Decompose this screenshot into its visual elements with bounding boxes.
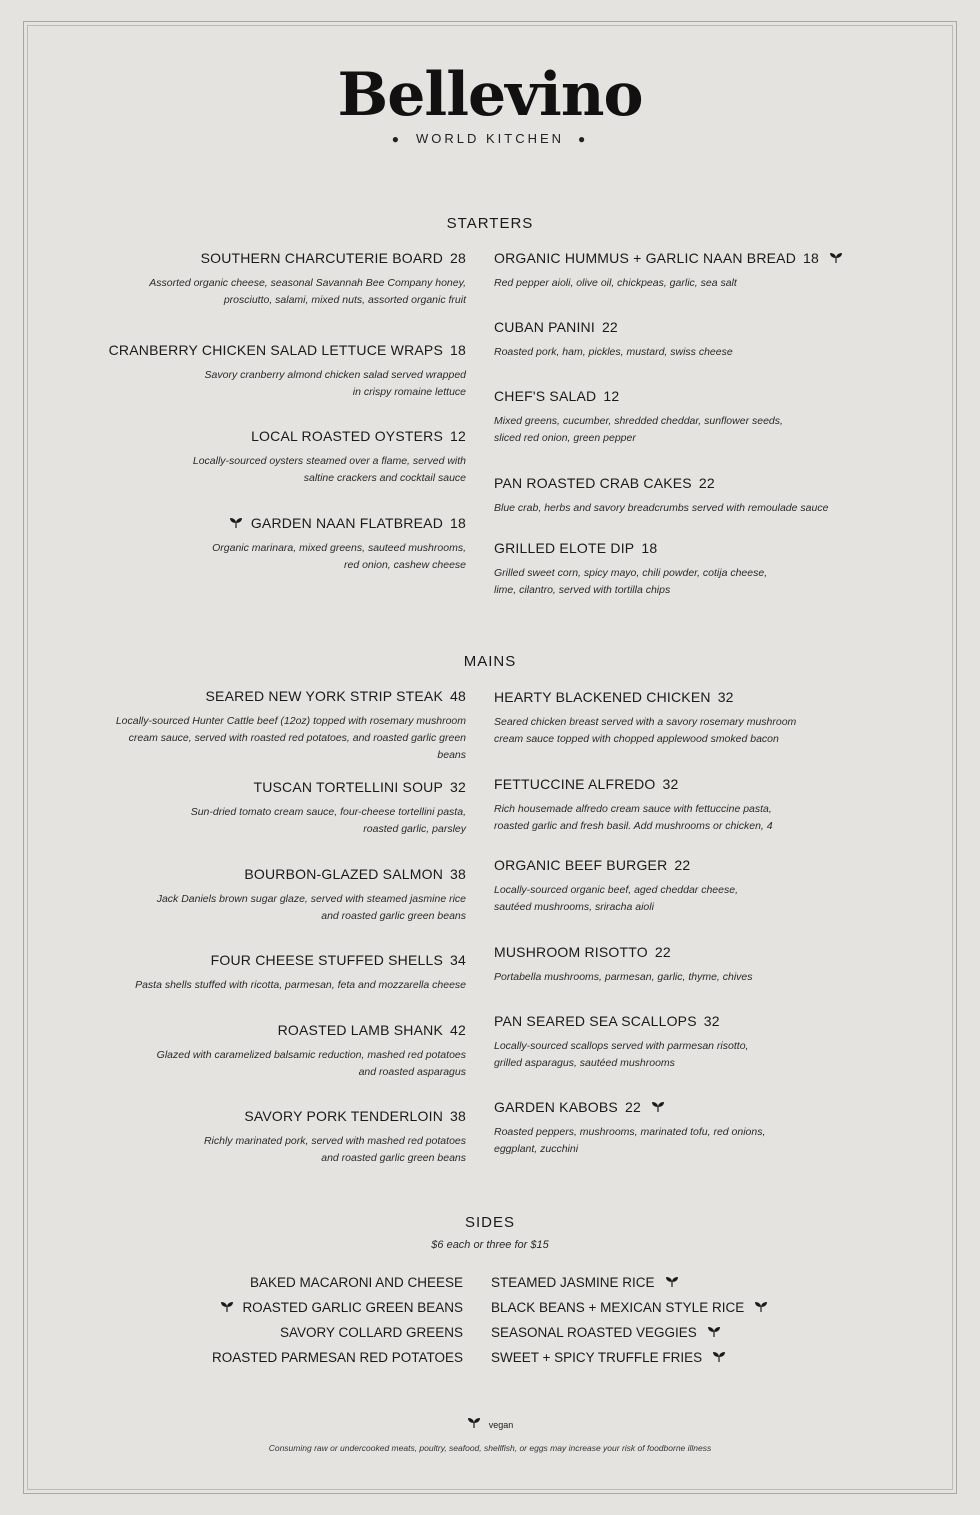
menu-item-name: MUSHROOM RISOTTO (494, 944, 648, 960)
vegan-leaf-icon (829, 250, 843, 262)
side-item (491, 1324, 721, 1342)
menu-item-name: SOUTHERN CHARCUTERIE BOARD (200, 250, 444, 266)
menu-item-name: CRANBERRY CHICKEN SALAD LETTUCE WRAPS (108, 342, 444, 358)
section-title-sides: SIDES (464, 1214, 515, 1231)
menu-item-title (106, 1021, 466, 1039)
menu-item-description-line: grilled asparagus, sautéed mushrooms (494, 1057, 675, 1069)
menu-item-name: HEARTY BLACKENED CHICKEN (494, 689, 711, 705)
menu-item-name: ORGANIC HUMMUS + GARLIC NAAN BREAD (494, 250, 797, 266)
menu-item-description (106, 891, 466, 925)
vegan-leaf-icon (707, 1325, 721, 1337)
menu-item-title (494, 1012, 854, 1030)
side-item-name: BAKED MACARONI AND CHEESE (249, 1275, 463, 1290)
menu-item-description-line: eggplant, zucchini (494, 1143, 579, 1155)
menu-item (106, 951, 466, 994)
menu-item-description-line: Roasted peppers, mushrooms, marinated tofu, red onions, (494, 1126, 766, 1138)
menu-item-price: 32 (717, 689, 734, 705)
menu-item-name: TUSCAN TORTELLINI SOUP (253, 779, 444, 795)
menu-item-description-line: Locally-sourced Hunter Cattle beef (12oz) topped with rosemary mushroom (115, 715, 466, 727)
menu-item-name: ORGANIC BEEF BURGER (494, 857, 668, 873)
brand-tagline (0, 131, 980, 146)
vegan-legend-leaf (467, 1420, 489, 1430)
menu-item-title (494, 688, 854, 706)
menu-item-price: 12 (603, 388, 620, 404)
menu-item-description-line: Locally-sourced oysters steamed over a flame, served with (192, 455, 466, 467)
menu-item-title (494, 318, 854, 336)
menu-item-description-line: in crispy romaine lettuce (352, 386, 466, 398)
menu-item-name: FOUR CHEESE STUFFED SHELLS (210, 952, 444, 968)
menu-item (106, 778, 466, 838)
menu-item-description (494, 801, 854, 835)
menu-item-description-line: red onion, cashew cheese (344, 559, 466, 571)
menu-item-description-line: Seared chicken breast served with a savory rosemary mushroom (494, 716, 797, 728)
menu-item-description (494, 969, 854, 986)
section-title-mains: MAINS (463, 653, 517, 670)
menu-item (494, 775, 854, 835)
menu-item-description-line: Red pepper aioli, olive oil, chickpeas, garlic, sea salt (494, 277, 737, 289)
menu-item-price: 22 (674, 857, 691, 873)
menu-item-description (106, 367, 466, 401)
brand-logo: Bellevino (337, 60, 643, 130)
menu-item-description-line: cream sauce, served with roasted red potatoes, and roasted garlic green beans (128, 732, 466, 761)
vegan-leaf-icon (712, 1350, 726, 1362)
menu-item-name: BOURBON-GLAZED SALMON (244, 866, 444, 882)
vegan-legend-label: vegan (488, 1420, 514, 1430)
menu-item-name: CHEF'S SALAD (494, 388, 597, 404)
menu-item-description-line: and roasted garlic green beans (321, 1152, 466, 1164)
menu-item-price: 38 (450, 866, 466, 882)
menu-item-description (106, 1133, 466, 1167)
menu-item-description (106, 804, 466, 838)
section-title-starters: STARTERS (446, 215, 534, 232)
menu-item-description-line: Locally-sourced scallops served with parmesan risotto, (494, 1040, 749, 1052)
menu-item (494, 474, 854, 517)
menu-item (106, 865, 466, 925)
menu-item-price: 18 (803, 250, 819, 266)
menu-item-description-line: roasted garlic and fresh basil. Add mushrooms or chicken, 4 (494, 820, 773, 832)
side-item (220, 1299, 463, 1317)
tagline-text: WORLD KITCHEN (415, 131, 565, 146)
tagline-dot-icon: ● (391, 132, 402, 146)
menu-item (494, 539, 854, 599)
menu-item-title (494, 474, 854, 492)
menu-item-price: 32 (450, 779, 466, 795)
menu-item-price: 34 (450, 952, 466, 968)
menu-item-title (494, 249, 854, 267)
menu-item-description-line: cream sauce topped with chopped applewood smoked bacon (494, 733, 779, 745)
menu-item-description (494, 1038, 854, 1072)
menu-item-price: 38 (450, 1108, 466, 1124)
menu-item-description-line: Pasta shells stuffed with ricotta, parmesan, feta and mozzarella cheese (135, 979, 466, 991)
menu-item-description (494, 1124, 854, 1158)
menu-item (494, 249, 854, 292)
menu-item-description (106, 540, 466, 574)
menu-item-name: PAN ROASTED CRAB CAKES (494, 475, 692, 491)
side-item-name: ROASTED PARMESAN RED POTATOES (211, 1350, 463, 1365)
menu-item (494, 1012, 854, 1072)
side-item-name: ROASTED GARLIC GREEN BEANS (242, 1300, 463, 1315)
menu-item-title (494, 775, 854, 793)
menu-item-name: SEARED NEW YORK STRIP STEAK (205, 688, 444, 704)
menu-item (494, 387, 854, 447)
vegan-leaf-icon (754, 1300, 768, 1312)
menu-item-name: GARDEN KABOBS (494, 1099, 618, 1115)
side-item (250, 1274, 463, 1292)
menu-item (106, 1021, 466, 1081)
menu-item-description (106, 275, 466, 309)
menu-item-description-line: Portabella mushrooms, parmesan, garlic, thyme, chives (494, 971, 753, 983)
menu-item-price: 22 (601, 319, 618, 335)
vegan-leaf-icon (229, 515, 243, 527)
menu-item-price: 22 (698, 475, 715, 491)
menu-item-price: 28 (450, 250, 466, 266)
menu-item-price: 32 (703, 1013, 720, 1029)
menu-item (494, 856, 854, 916)
menu-item-price: 12 (450, 428, 466, 444)
menu-item-title (494, 943, 854, 961)
menu-item-description-line: Assorted organic cheese, seasonal Savannah Bee Company honey, (149, 277, 466, 289)
menu-item-title (494, 856, 854, 874)
menu-item-title (494, 1098, 854, 1116)
menu-item-title (106, 951, 466, 969)
side-item-name: SEASONAL ROASTED VEGGIES (491, 1325, 697, 1340)
menu-item-title (106, 249, 466, 267)
menu-item-description (494, 882, 854, 916)
menu-item-description-line: Roasted pork, ham, pickles, mustard, swiss cheese (494, 346, 733, 358)
menu-item-description-line: Organic marinara, mixed greens, sauteed mushrooms, (212, 542, 466, 554)
menu-item-name: FETTUCCINE ALFREDO (494, 776, 656, 792)
menu-item-name: GRILLED ELOTE DIP (494, 540, 635, 556)
menu-item-description (494, 344, 854, 361)
menu-item-description (494, 565, 854, 599)
menu-item-description (494, 714, 854, 748)
menu-item (494, 318, 854, 361)
menu-item (106, 427, 466, 487)
side-item (491, 1299, 768, 1317)
menu-item-price: 22 (654, 944, 671, 960)
side-item (491, 1349, 726, 1367)
menu-item-description (106, 977, 466, 994)
side-item-name: BLACK BEANS + MEXICAN STYLE RICE (491, 1300, 745, 1315)
menu-item-description-line: and roasted asparagus (358, 1066, 466, 1078)
menu-item-description-line: prosciutto, salami, mixed nuts, assorted organic fruit (223, 294, 466, 306)
menu-item-name: ROASTED LAMB SHANK (277, 1022, 444, 1038)
menu-item-title (106, 427, 466, 445)
side-item (212, 1349, 463, 1367)
menu-item-title (494, 539, 854, 557)
menu-item-description (106, 453, 466, 487)
side-item-name: STEAMED JASMINE RICE (491, 1275, 655, 1290)
menu-item-description-line: sautéed mushrooms, sriracha aioli (494, 901, 654, 913)
menu-item-description-line: roasted garlic, parsley (363, 823, 466, 835)
menu-item-price: 18 (450, 515, 466, 531)
foodborne-disclaimer: Consuming raw or undercooked meats, poultry, seafood, shellfish, or eggs may increase your risk of foodborne illness (268, 1443, 712, 1453)
vegan-leaf-icon (651, 1099, 665, 1111)
menu-item-title (106, 514, 466, 532)
vegan-leaf-icon (220, 1300, 234, 1312)
side-item-name: SWEET + SPICY TRUFFLE FRIES (491, 1350, 703, 1365)
menu-item-price: 48 (450, 688, 466, 704)
menu-item-description-line: saltine crackers and cocktail sauce (303, 472, 466, 484)
menu-item-name: PAN SEARED SEA SCALLOPS (494, 1013, 697, 1029)
menu-item-description-line: sliced red onion, green pepper (494, 432, 636, 444)
sides-price-note: $6 each or three for $15 (431, 1239, 549, 1251)
menu-item-price: 22 (624, 1099, 641, 1115)
menu-item-description-line: Jack Daniels brown sugar glaze, served with steamed jasmine rice (156, 893, 466, 905)
menu-item (494, 943, 854, 986)
menu-item-description-line: Blue crab, herbs and savory breadcrumbs served with remoulade sauce (494, 502, 829, 514)
menu-item-description-line: Mixed greens, cucumber, shredded cheddar, sunflower seeds, (494, 415, 783, 427)
side-item (491, 1274, 679, 1292)
menu-item-description-line: Sun-dried tomato cream sauce, four-cheese tortellini pasta, (190, 806, 466, 818)
menu-item-name: SAVORY PORK TENDERLOIN (244, 1108, 444, 1124)
menu-item-description-line: and roasted garlic green beans (321, 910, 466, 922)
menu-item (106, 249, 466, 309)
menu-item (106, 687, 466, 764)
menu-item (106, 514, 466, 574)
menu-item-price: 32 (662, 776, 679, 792)
menu-item-name: CUBAN PANINI (494, 319, 595, 335)
menu-item-name: LOCAL ROASTED OYSTERS (251, 428, 444, 444)
menu-item-description-line: Glazed with caramelized balsamic reduction, mashed red potatoes (156, 1049, 466, 1061)
vegan-leaf-icon (467, 1417, 481, 1429)
menu-item-title (494, 387, 854, 405)
menu-item-description-line: lime, cilantro, served with tortilla chips (494, 584, 671, 596)
menu-item-description (106, 1047, 466, 1081)
menu-item-title (106, 1107, 466, 1125)
menu-item-title (106, 687, 466, 705)
menu-item-title (106, 778, 466, 796)
menu-item-description-line: Grilled sweet corn, spicy mayo, chili powder, cotija cheese, (494, 567, 768, 579)
side-item (280, 1324, 463, 1342)
menu-item (494, 1098, 854, 1158)
menu-item-description (494, 413, 854, 447)
menu-item-description-line: Rich housemade alfredo cream sauce with fettuccine pasta, (494, 803, 772, 815)
tagline-dot-icon: ● (578, 132, 589, 146)
menu-item-name: GARDEN NAAN FLATBREAD (250, 515, 444, 531)
menu-item-description (106, 713, 466, 764)
menu-item-description-line: Locally-sourced organic beef, aged cheddar cheese, (494, 884, 738, 896)
vegan-leaf-icon (665, 1275, 679, 1287)
menu-item-description-line: Savory cranberry almond chicken salad served wrapped (204, 369, 466, 381)
menu-item-title (106, 341, 466, 359)
menu-item-price: 42 (450, 1022, 466, 1038)
vegan-legend (0, 1417, 980, 1430)
menu-item-description-line: Richly marinated pork, served with mashed red potatoes (203, 1135, 466, 1147)
menu-item-description (494, 500, 854, 517)
menu-item (106, 341, 466, 401)
menu-item-description (494, 275, 854, 292)
menu-item (106, 1107, 466, 1167)
menu-item-price: 18 (450, 342, 466, 358)
menu-item-title (106, 865, 466, 883)
menu-item (494, 688, 854, 748)
side-item-name: SAVORY COLLARD GREENS (279, 1325, 463, 1340)
menu-item-price: 18 (641, 540, 658, 556)
